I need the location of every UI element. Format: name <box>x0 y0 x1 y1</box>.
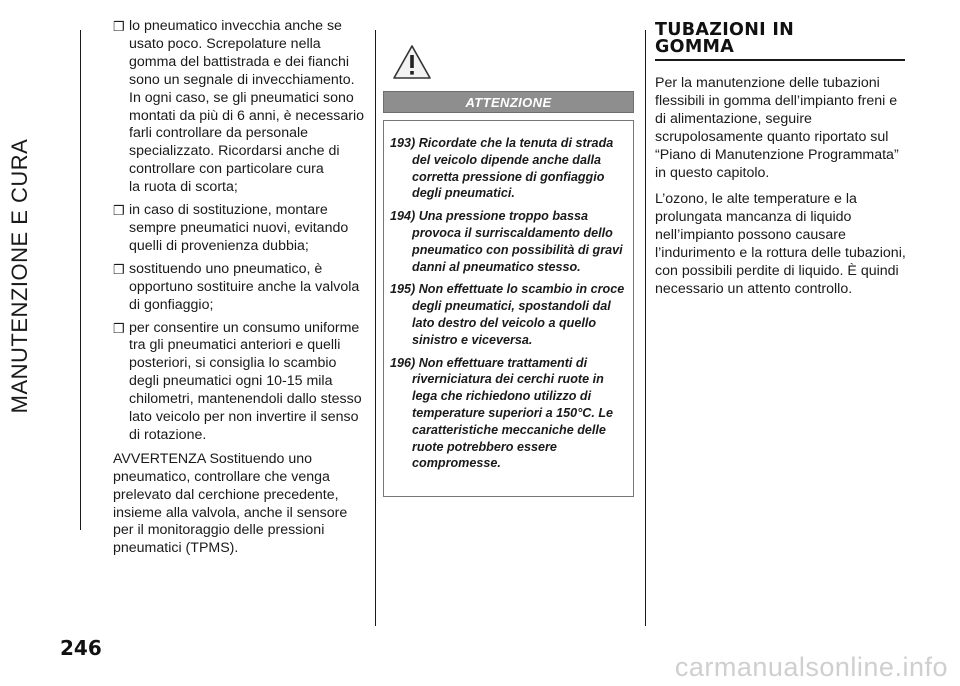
list-item-text: per consentire un consumo uniforme tra gli pneumatici anteriori e quelli posteriori, si consiglia lo scambio degli pneumatici ogni 10-15 mila chilometri, mantenendoli dallo stesso lato veicolo per non invertire il senso di rotazione. <box>129 319 362 443</box>
paragraph: L’ozono, le alte temperature e la prolungata mancanza di liquido nell’impianto possono causare l’indurimento e la rottura delle tubazioni, con possibili perdite di liquido. È quindi necessario un attento controllo. <box>655 191 906 297</box>
list-item-text: in caso di sostituzione, montare sempre pneumatici nuovi, evitando quelli di provenienza dubbia; <box>129 202 349 254</box>
list-item-text: lo pneumatico invecchia anche se usato poco. Screpolature nella gomma del battistrada e dei fianchi sono un segnale di invecchiamento. In ogni caso, se gli pneumatici sono montati da più di 6 anni, è necessario farli controllare da personale specializzato. Ricordarsi anche di controllare con particolare cura la ruota di scorta; <box>129 18 365 196</box>
list-item <box>113 18 369 197</box>
column-divider <box>645 30 646 626</box>
page-number: 246 <box>60 636 102 660</box>
paragraph: Per la manutenzione delle tubazioni flessibili in gomma dell’impianto freni e di alimentazione, seguire scrupolosamente quanto riportato sul “Piano di Manutenzione Programmata” in questo capitolo. <box>655 75 899 181</box>
checkbox-bullet-icon: ❒ <box>113 19 125 34</box>
list-item <box>113 202 369 256</box>
title-underline <box>655 59 905 61</box>
warning-note: AVVERTENZA Sostituendo uno pneumatico, controllare che venga prelevato dal cerchione precedente, insieme alla valvola, anche il sensore per il monitoraggio delle pressioni pneumatici (TPMS). <box>113 450 348 557</box>
warning-item: 196) Non effettuare trattamenti di riverniciatura dei cerchi ruote in lega che richiedono utilizzo di temperature superiori a 150°C. Le caratteristiche meccaniche delle ruote potrebbero essere compromesse. <box>390 355 614 471</box>
left-column <box>113 18 369 558</box>
warning-header <box>383 91 634 113</box>
warning-box <box>383 120 634 497</box>
watermark: carmanualsonline.info <box>674 652 948 682</box>
column-divider <box>375 30 376 626</box>
warning-header-label: ATTENZIONE <box>465 94 552 110</box>
checkbox-bullet-icon: ❒ <box>113 203 125 219</box>
warning-item: 193) Ricordate che la tenuta di strada del veicolo dipende anche dalla corretta pressione di gonfiaggio degli pneumatici. <box>390 136 614 201</box>
section-title: TUBAZIONI IN GOMMA <box>655 20 795 57</box>
warning-item: 195) Non effettuate lo scambio in croce degli pneumatici, spostandoli dal lato destro del veicolo a quello sinistro e viceversa. <box>390 282 625 347</box>
side-rule <box>80 30 81 530</box>
warning-item: 194) Una pressione troppo bassa provoca il surriscaldamento dello pneumatico con possibilità di gravi danni al pneumatico stesso. <box>390 209 623 274</box>
checkbox-bullet-icon: ❒ <box>113 320 125 336</box>
list-item-text: sostituendo uno pneumatico, è opportuno sostituire anche la valvola di gonfiaggio; <box>129 260 360 313</box>
right-column <box>655 22 917 299</box>
warning-triangle-icon <box>392 44 432 80</box>
checkbox-bullet-icon: ❒ <box>113 261 125 277</box>
list-item <box>113 320 369 445</box>
side-section-title-text: MANUTENZIONE E CURA <box>7 138 32 414</box>
list-item <box>113 261 369 315</box>
